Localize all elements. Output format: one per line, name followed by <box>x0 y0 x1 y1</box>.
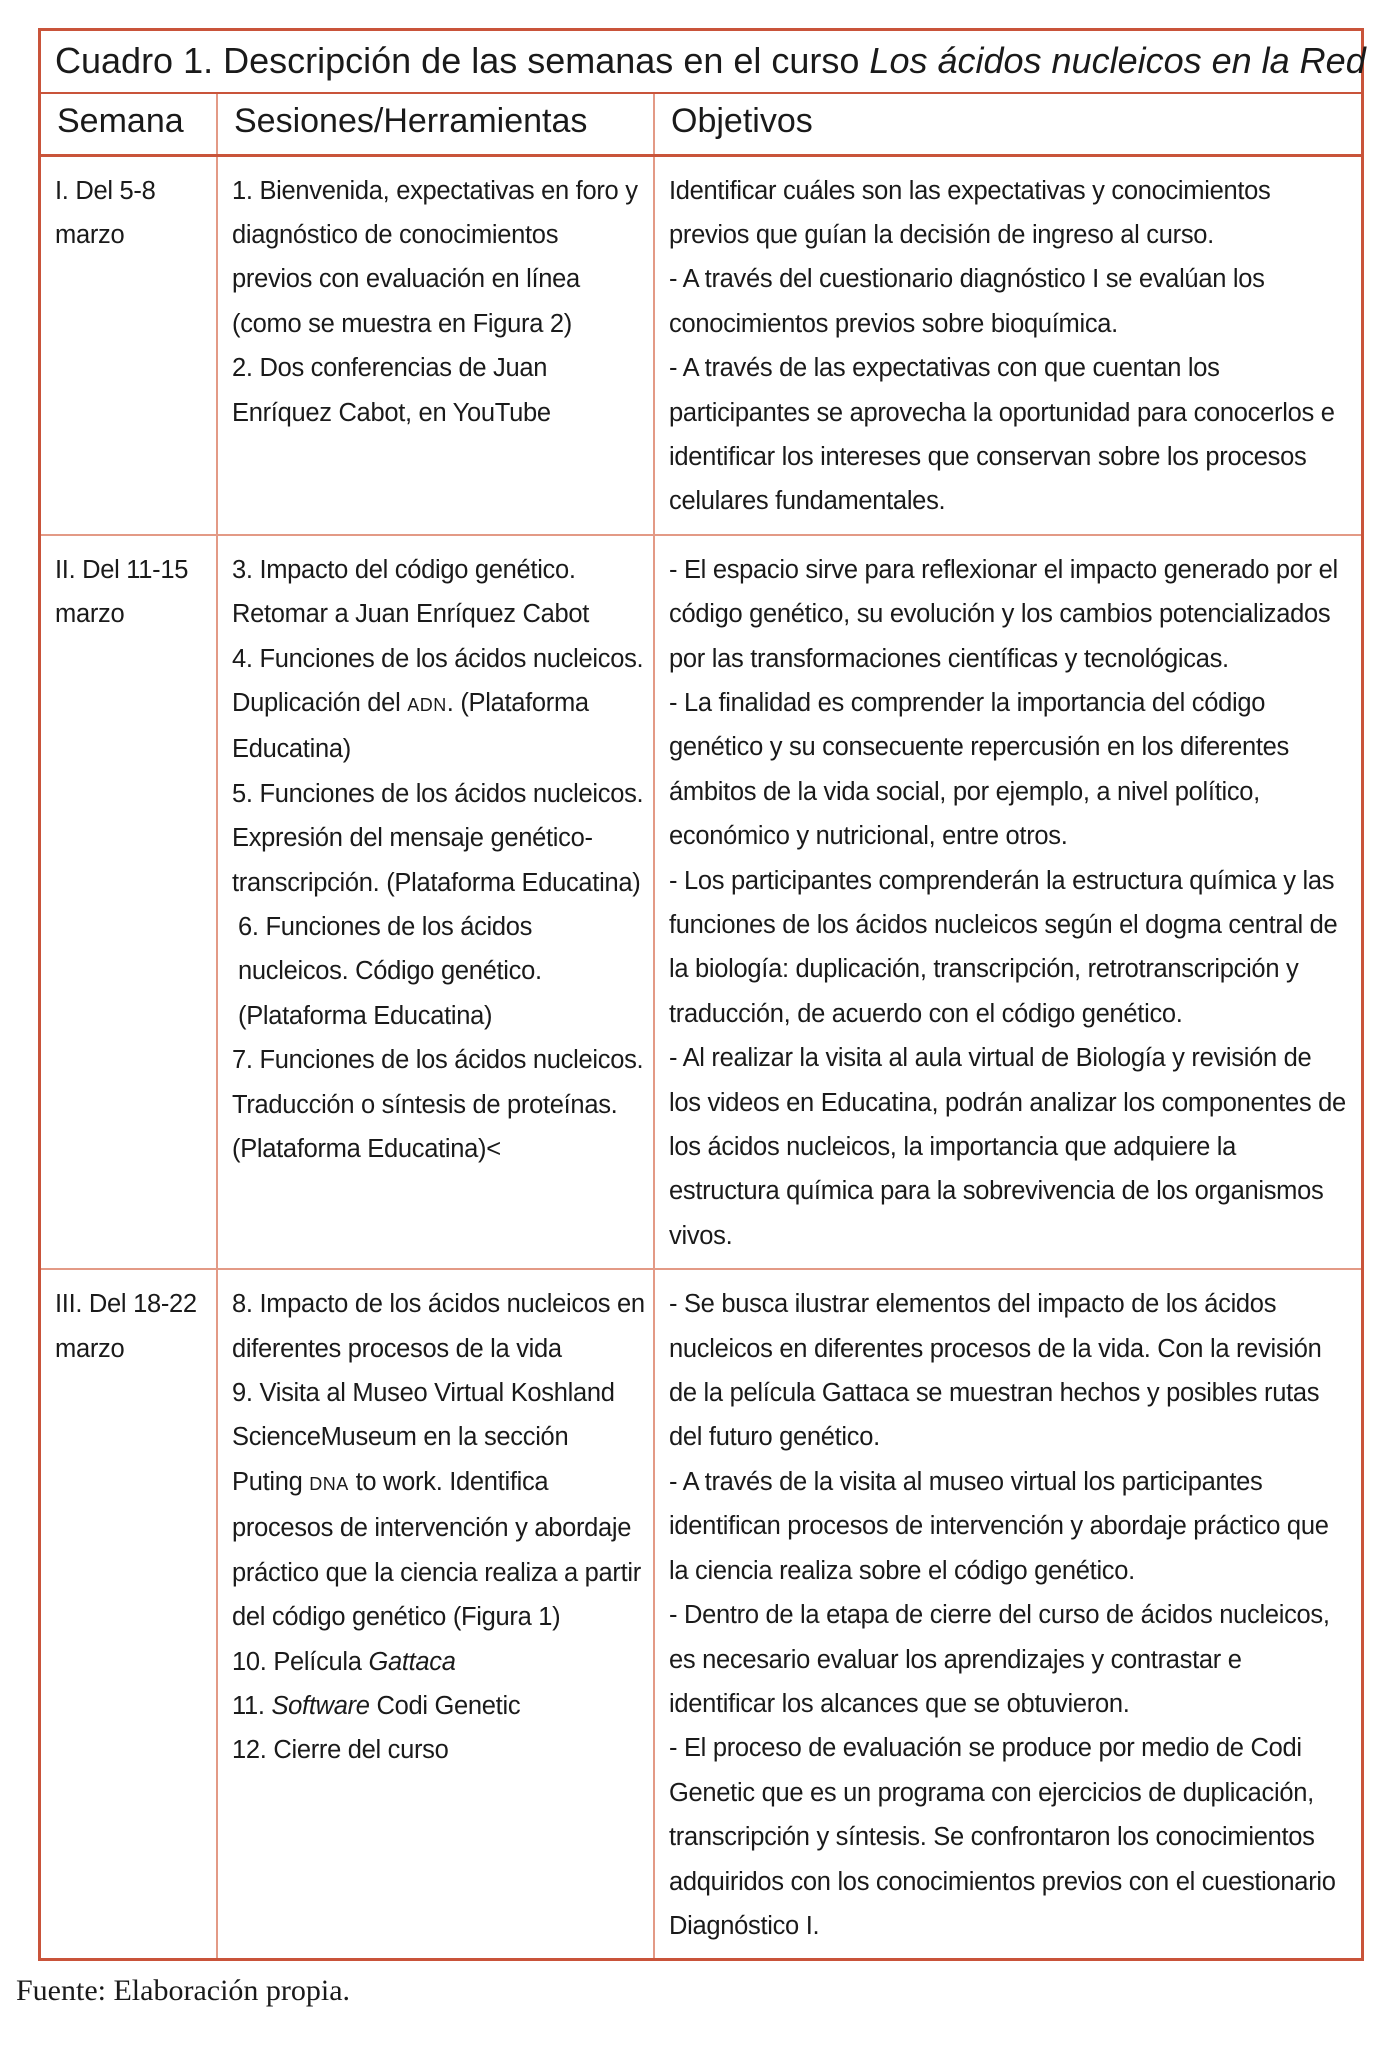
session-text: 9. Visita al Museo Virtual Koshland ScienceMuseum en la sección Puting <box>232 1379 615 1496</box>
objective-item: - Se busca ilustrar elementos del impacto de los ácidos nucleicos en diferentes procesos de la vida. Con la revisión de la película Gattaca se muestran hechos y posibles rutas del futuro genético. <box>669 1290 1322 1452</box>
session-text: 11. <box>232 1691 272 1720</box>
session-item: 1. Bienvenida, expectativas en foro y diagnóstico de conocimientos previos con evaluación en línea (como se muestra en Figura 2) <box>232 176 638 338</box>
session-item <box>232 637 645 772</box>
film-title: Gattaca <box>368 1647 456 1676</box>
objective-item: Identificar cuáles son las expectativas y conocimientos previos que guían la decisión de ingreso al curso. <box>669 176 1271 249</box>
objective-item: - El espacio sirve para reflexionar el impacto generado por el código genético, su evolución y los cambios potencializados por las transformaciones científicas y tecnológicas. <box>669 555 1338 673</box>
objective-item: - La finalidad es comprender la importancia del código genético y su consecuente repercusión en los diferentes ámbitos de la vida social, por ejemplo, a nivel político, económico y nutricional, entre otros. <box>669 688 1289 851</box>
session-text: 10. Película <box>232 1647 369 1676</box>
sessions-cell <box>217 155 654 535</box>
session-text: Codi Genetic <box>369 1691 521 1720</box>
table-caption <box>41 31 1366 94</box>
session-item: 12. Cierre del curso <box>232 1736 449 1765</box>
objective-item: - Los participantes comprenderán la estructura química y las funciones de los ácidos nucleicos según el dogma central de la biología: duplicación, transcripción, retrotranscripción y traducción, de acuerdo con el código genético. <box>669 866 1338 1028</box>
week-label: II. Del 11-15 marzo <box>55 555 189 629</box>
session-item: 2. Dos conferencias de Juan Enríquez Cabot, en YouTube <box>232 354 551 427</box>
week-cell <box>41 1269 217 1958</box>
objectives-cell <box>654 1269 1361 1958</box>
table-row <box>41 535 1361 1270</box>
acronym-adn: ADN <box>407 694 447 715</box>
session-item: 6. Funciones de los ácidos nucleicos. Código genético. (Plataforma Educatina) <box>238 913 542 1030</box>
sessions-cell <box>217 1269 654 1958</box>
header-semana: Semana <box>41 94 217 155</box>
caption-text: Cuadro 1. Descripción de las semanas en el curso <box>55 40 870 81</box>
session-item: 8. Impacto de los ácidos nucleicos en diferentes procesos de la vida <box>232 1290 645 1363</box>
table-frame <box>38 28 1364 1961</box>
table-row <box>41 155 1361 535</box>
objectives-cell <box>654 155 1361 535</box>
session-item <box>232 1640 645 1684</box>
header-row <box>41 94 1361 155</box>
week-label: I. Del 5-8 marzo <box>55 176 156 249</box>
week-label: III. Del 18-22 marzo <box>55 1290 197 1363</box>
software-word: Software <box>271 1691 370 1720</box>
objectives-cell <box>654 535 1361 1270</box>
session-item <box>232 1684 645 1728</box>
session-text: 4. Funciones de los ácidos nucleicos. Duplicación del <box>232 644 644 717</box>
objective-item: - A través de la visita al museo virtual los participantes identifican procesos de intervención y abordaje práctico que la ciencia realiza sobre el código genético. <box>669 1467 1329 1585</box>
objective-item: - A través de las expectativas con que cuentan los participantes se aprovecha la oportunidad para conocerlos e identificar los intereses que conservan sobre los procesos celulares fundamentales. <box>669 354 1335 516</box>
header-sesiones: Sesiones/Herramientas <box>217 94 654 155</box>
session-text: to work. Identifica procesos de intervención y abordaje práctico que la ciencia realiza a partir del código genético (Figura 1) <box>232 1467 641 1632</box>
sessions-cell <box>217 535 654 1270</box>
objective-item: - Al realizar la visita al aula virtual de Biología y revisión de los videos en Educatina, podrán analizar los componentes de los ácidos nucleicos, la importancia que adquiere la estructura química para la sobrevivencia de los organismos vivos. <box>669 1044 1346 1250</box>
week-cell <box>41 535 217 1270</box>
table-row <box>41 1269 1361 1958</box>
source-note: Fuente: Elaboración propia. <box>16 1974 351 2007</box>
acronym-dna: DNA <box>309 1473 349 1494</box>
session-text: . (Plataforma Educatina) <box>232 688 589 764</box>
objective-item: - Dentro de la etapa de cierre del curso de ácidos nucleicos, es necesario evaluar los aprendizajes y contrastar e identificar los alcances que se obtuvieron. <box>669 1601 1330 1718</box>
caption-course-title: Los ácidos nucleicos en la Red <box>869 40 1366 81</box>
session-item: 7. Funciones de los ácidos nucleicos. Traducción o síntesis de proteínas. (Plataforma Educatina)< <box>232 1046 644 1164</box>
session-item: 5. Funciones de los ácidos nucleicos. Expresión del mensaje genético-transcripción. (Plataforma Educatina) <box>232 779 644 897</box>
session-item: 3. Impacto del código genético. Retomar a Juan Enríquez Cabot <box>232 555 590 629</box>
session-item <box>232 1371 645 1639</box>
objective-item: - A través del cuestionario diagnóstico I se evalúan los conocimientos previos sobre bioquímica. <box>669 265 1265 338</box>
objective-item: - El proceso de evaluación se produce por medio de Codi Genetic que es un programa con ejercicios de duplicación, transcripción y síntesis. Se confrontaron los conocimientos adquiridos con los conocimientos previos con el cuestionario Diagnóstico I. <box>669 1734 1336 1940</box>
header-objetivos: Objetivos <box>654 94 1361 155</box>
week-cell <box>41 155 217 535</box>
course-weeks-table <box>41 94 1361 1958</box>
